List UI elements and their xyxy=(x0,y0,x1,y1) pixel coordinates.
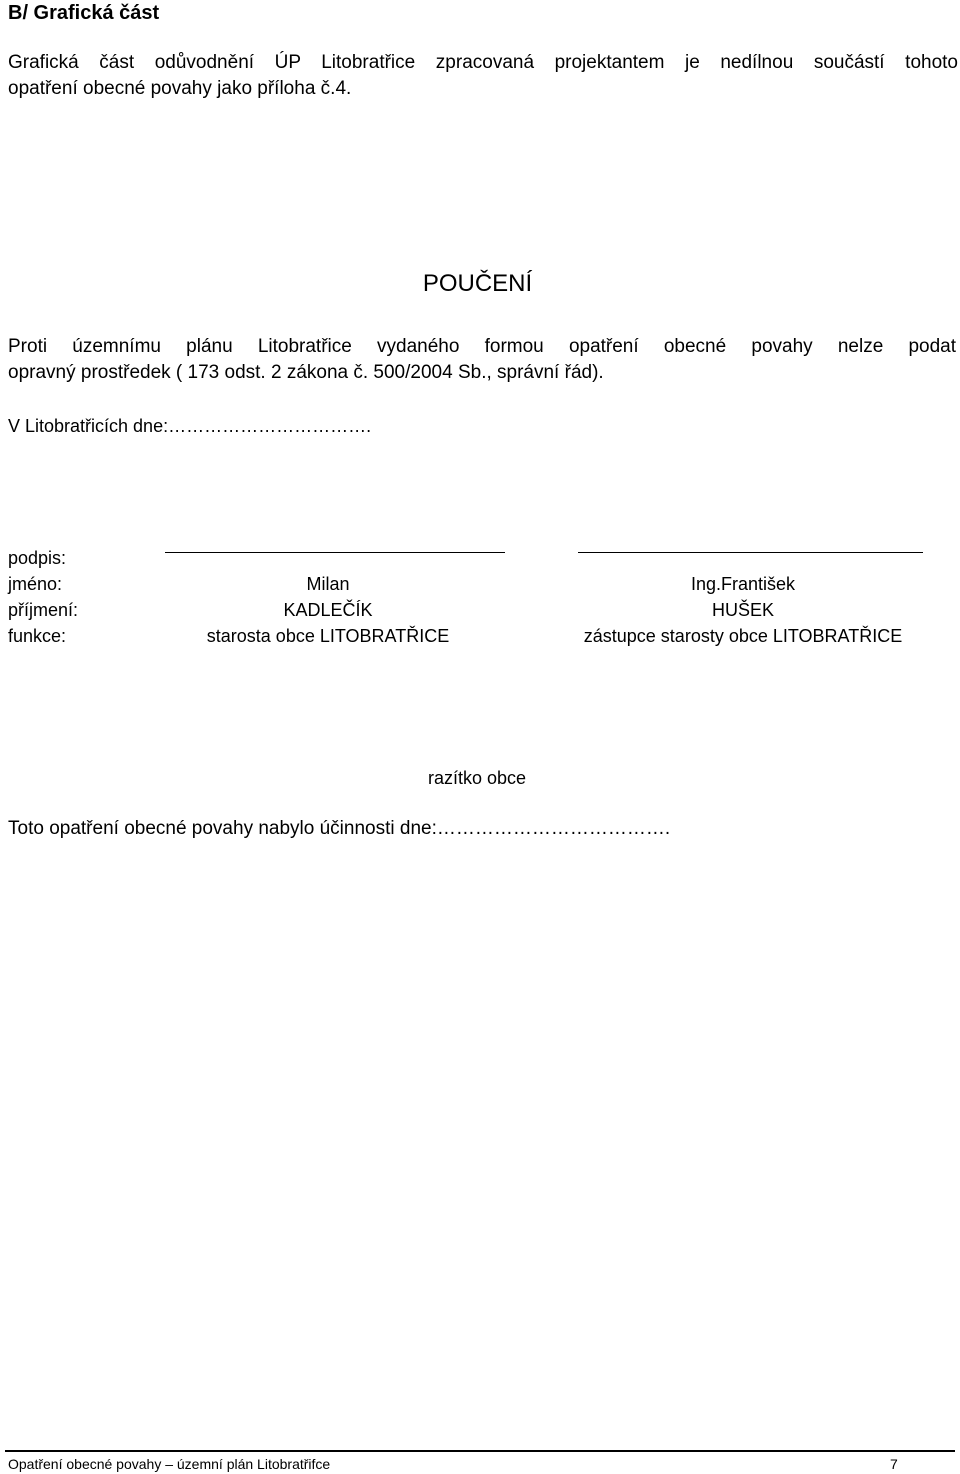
mayor-last-name: KADLEČÍK xyxy=(283,600,373,620)
signature-line-mayor xyxy=(165,552,505,553)
footer-rule xyxy=(5,1450,955,1452)
graphic-part-line-2: opatření obecné povahy jako příloha č.4. xyxy=(8,78,352,99)
last-name-row xyxy=(8,600,958,626)
footer-title: Opatření obecné povahy – územní plán Litobratřifce xyxy=(8,1456,331,1472)
effective-date: Toto opatření obecné povahy nabylo účinnosti dne:………………………………. xyxy=(8,818,671,839)
graphic-part-line-1: Grafická část odůvodnění ÚP Litobratřice zpracovaná projektantem je nedílnou součástí tohoto xyxy=(8,52,958,73)
page-number: 7 xyxy=(890,1456,898,1472)
signature-row xyxy=(8,548,958,574)
notice-line-2: opravný prostředek ( 173 odst. 2 zákona č. 500/2004 Sb., správní řád). xyxy=(8,362,604,383)
graphic-part-paragraph xyxy=(8,50,958,102)
last-name-label: příjmení: xyxy=(8,600,79,620)
notice-paragraph xyxy=(8,334,956,386)
mayor-function: starosta obce LITOBRATŘICE xyxy=(206,626,450,646)
signature-table xyxy=(8,548,958,652)
deputy-last-name: HUŠEK xyxy=(711,600,774,620)
function-row xyxy=(8,626,958,652)
notice-line-1: Proti územnímu plánu Litobratřice vydaného formou opatření obecné povahy nelze podat xyxy=(8,336,956,357)
stamp-label: razítko obce xyxy=(428,768,527,788)
function-label: funkce: xyxy=(8,626,67,646)
notice-title: POUČENÍ xyxy=(422,270,533,297)
place-date: V Litobratřicích dne:……………………………. xyxy=(8,416,372,436)
mayor-first-name: Milan xyxy=(306,574,350,594)
deputy-function: zástupce starosty obce LITOBRATŘICE xyxy=(583,626,903,646)
first-name-row xyxy=(8,574,958,600)
deputy-first-name: Ing.František xyxy=(690,574,796,594)
signature-label: podpis: xyxy=(8,548,67,568)
section-heading: B/ Grafická část xyxy=(8,2,160,24)
first-name-label: jméno: xyxy=(8,574,63,594)
signature-line-deputy xyxy=(578,552,923,553)
